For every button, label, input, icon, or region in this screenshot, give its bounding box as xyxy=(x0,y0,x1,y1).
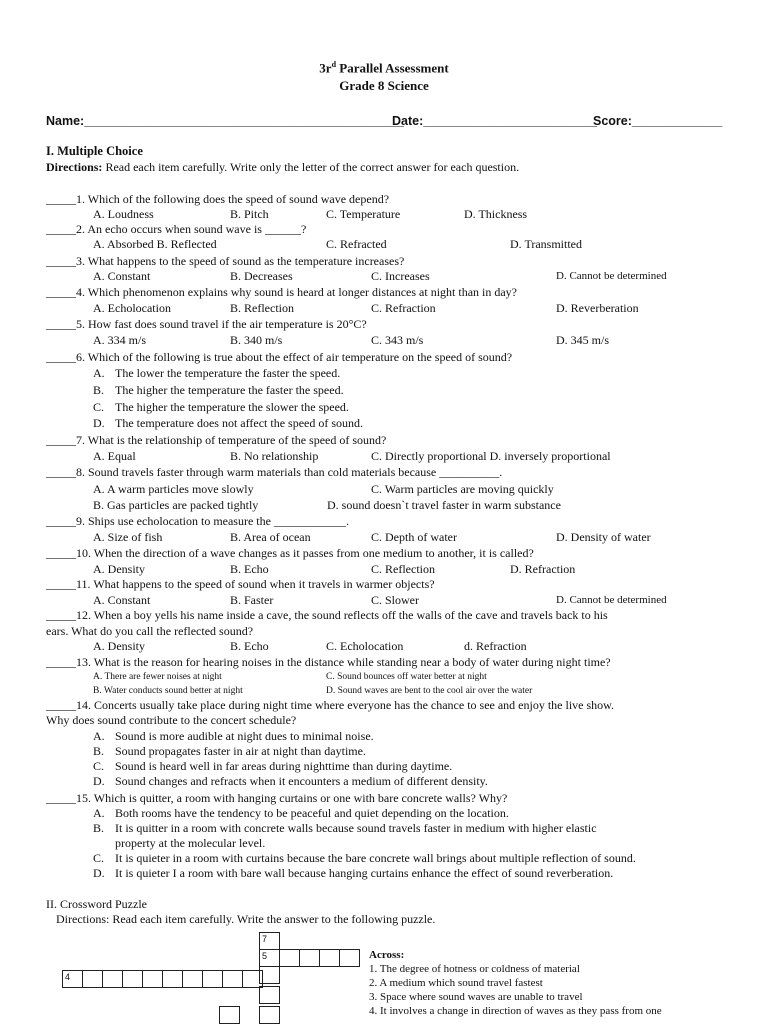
question-14-cont: Why does sound contribute to the concert schedule? xyxy=(46,713,297,727)
option: C. Warm particles are moving quickly xyxy=(371,482,554,496)
question-2: _____2. An echo occurs when sound wave is ______? xyxy=(46,222,307,236)
option: D. Transmitted xyxy=(510,237,583,251)
option: C. Directly proportional D. inversely proportional xyxy=(371,449,611,463)
option: A. 334 m/s xyxy=(93,333,147,347)
crossword-cell[interactable] xyxy=(102,970,123,988)
option: C. Increases xyxy=(371,269,430,283)
crossword-cell[interactable] xyxy=(319,949,340,967)
crossword-cell[interactable] xyxy=(182,970,203,988)
crossword-cell[interactable] xyxy=(122,970,143,988)
option: C. It is quieter in a room with curtains because the bare concrete wall brings about multiple reflection of sound. xyxy=(93,851,636,865)
crossword-cell[interactable] xyxy=(299,949,320,967)
score-field[interactable]: Score:_____________ xyxy=(593,114,723,128)
across-clue: 1. The degree of hotness or coldness of material xyxy=(369,963,580,975)
option: C. Sound bounces off water better at night xyxy=(326,672,487,682)
crossword-cell[interactable] xyxy=(222,970,243,988)
option: A. Size of fish xyxy=(93,530,163,544)
crossword-directions: Directions: Read each item carefully. Write the answer to the following puzzle. xyxy=(56,912,436,926)
option: A. Absorbed B. Reflected xyxy=(93,237,217,251)
question-9: _____9. Ships use echolocation to measure the ____________. xyxy=(46,514,349,528)
option: D. Cannot be determined xyxy=(556,594,667,606)
crossword-cell[interactable] xyxy=(259,1006,280,1024)
directions: Directions: Read each item carefully. Write only the letter of the correct answer for each question. xyxy=(46,160,520,174)
option: A. Both rooms have the tendency to be peaceful and quiet depending on the location. xyxy=(93,806,509,820)
option: D. 345 m/s xyxy=(556,333,610,347)
option: D. sound doesn`t travel faster in warm substance xyxy=(327,498,561,512)
question-3: _____3. What happens to the speed of sound as the temperature increases? xyxy=(46,254,405,268)
across-clue: 3. Space where sound waves are unable to travel xyxy=(369,991,583,1003)
option: D. The temperature does not affect the speed of sound. xyxy=(93,416,364,430)
option: A. Constant xyxy=(93,269,151,283)
page-title: $3r^d$ Parallel Assessment xyxy=(319,60,449,76)
option: B. Echo xyxy=(230,639,269,653)
crossword-cell[interactable] xyxy=(82,970,103,988)
option: C. Echolocation xyxy=(326,639,404,653)
option: A. There are fewer noises at night xyxy=(93,672,222,682)
option: D. Sound changes and refracts when it encounters a medium of different density. xyxy=(93,774,488,788)
question-13: _____13. What is the reason for hearing noises in the distance while standing near a body of water during night time? xyxy=(46,655,611,669)
option: B. Reflection xyxy=(230,301,294,315)
option: A. Loudness xyxy=(93,207,154,221)
option: A. Sound is more audible at night dues to minimal noise. xyxy=(93,729,374,743)
page-subtitle: Grade 8 Science xyxy=(339,78,429,93)
question-11: _____11. What happens to the speed of sound when it travels in warmer objects? xyxy=(46,577,435,591)
option: C. Temperature xyxy=(326,207,401,221)
crossword-cell[interactable]: 4 xyxy=(62,970,83,988)
option: B. It is quitter in a room with concrete walls because sound travels faster in medium with higher elastic xyxy=(93,821,597,835)
option: d. Refraction xyxy=(464,639,527,653)
across-clue: 2. A medium which sound travel fastest xyxy=(369,977,543,989)
option: A. Echolocation xyxy=(93,301,171,315)
option: D. Density of water xyxy=(556,530,651,544)
option: C. Depth of water xyxy=(371,530,457,544)
option: B. Water conducts sound better at night xyxy=(93,686,243,696)
question-14: _____14. Concerts usually take place during night time where everyone has the chance to see and enjoy the live show. xyxy=(46,698,615,712)
option: C. Refraction xyxy=(371,301,436,315)
option: B. 340 m/s xyxy=(230,333,283,347)
question-8: _____8. Sound travels faster through warm materials than cold materials because __________. xyxy=(46,465,503,479)
option: A. Density xyxy=(93,639,145,653)
option: C. Sound is heard well in far areas during nighttime than during daytime. xyxy=(93,759,453,773)
option: B. Pitch xyxy=(230,207,269,221)
option: B. The higher the temperature the faster the speed. xyxy=(93,383,344,397)
option: B. Area of ocean xyxy=(230,530,311,544)
option: D. Reverberation xyxy=(556,301,639,315)
option: C. Reflection xyxy=(371,562,435,576)
question-6: _____6. Which of the following is true about the effect of air temperature on the speed of sound? xyxy=(46,350,513,364)
crossword-cell[interactable]: 5 xyxy=(259,949,280,967)
option: C. Refracted xyxy=(326,237,387,251)
question-12: _____12. When a boy yells his name inside a cave, the sound reflects off the walls of the cave and travels back to his xyxy=(46,608,608,622)
question-10: _____10. When the direction of a wave changes as it passes from one medium to another, it is called? xyxy=(46,546,534,560)
option: A. Constant xyxy=(93,593,151,607)
option: D. Thickness xyxy=(464,207,528,221)
option: A. The lower the temperature the faster the speed. xyxy=(93,366,341,380)
option: B. Faster xyxy=(230,593,274,607)
crossword-cell[interactable] xyxy=(279,949,300,967)
section-heading-crossword: II. Crossword Puzzle xyxy=(46,897,147,911)
crossword-cell[interactable] xyxy=(142,970,163,988)
option: D. Cannot be determined xyxy=(556,270,667,282)
option: B. Echo xyxy=(230,562,269,576)
crossword-cell[interactable] xyxy=(219,1006,240,1024)
option: B. Decreases xyxy=(230,269,293,283)
across-heading: Across: xyxy=(369,949,405,961)
option: A. A warm particles move slowly xyxy=(93,482,254,496)
option: A. Equal xyxy=(93,449,136,463)
option: D. It is quieter I a room with bare wall because hanging curtains enhance the effect of sound reverberation. xyxy=(93,866,614,880)
question-12-cont: ears. What do you call the reflected sound? xyxy=(46,624,254,638)
date-field[interactable]: Date:_________________________ xyxy=(392,114,598,128)
question-15: _____15. Which is quitter, a room with hanging curtains or one with bare concrete walls? Why? xyxy=(46,791,508,805)
crossword-cell[interactable] xyxy=(259,986,280,1004)
option: A. Density xyxy=(93,562,145,576)
option: C. The higher the temperature the slower the speed. xyxy=(93,400,349,414)
option: C. 343 m/s xyxy=(371,333,424,347)
option: D. Sound waves are bent to the cool air over the water xyxy=(326,686,533,696)
across-clue: 4. It involves a change in direction of waves as they pass from one xyxy=(369,1005,662,1017)
question-7: _____7. What is the relationship of temperature of the speed of sound? xyxy=(46,433,387,447)
crossword-cell[interactable] xyxy=(339,949,360,967)
option: C. Slower xyxy=(371,593,419,607)
crossword-cell[interactable] xyxy=(162,970,183,988)
section-heading-multiple-choice: I. Multiple Choice xyxy=(46,144,143,158)
name-field[interactable]: Name:______________________________________________ xyxy=(46,114,404,128)
option: B. Sound propagates faster in air at night than daytime. xyxy=(93,744,366,758)
option: B. Gas particles are packed tightly xyxy=(93,498,259,512)
crossword-cell[interactable] xyxy=(202,970,223,988)
option: property at the molecular level. xyxy=(115,836,266,850)
question-4: _____4. Which phenomenon explains why sound is heard at longer distances at night than in day? xyxy=(46,285,518,299)
option: B. No relationship xyxy=(230,449,319,463)
question-1: _____1. Which of the following does the speed of sound wave depend? xyxy=(46,192,390,206)
crossword-cell[interactable]: 7 xyxy=(259,932,280,950)
question-5: _____5. How fast does sound travel if the air temperature is 20°C? xyxy=(46,317,367,331)
option: D. Refraction xyxy=(510,562,576,576)
